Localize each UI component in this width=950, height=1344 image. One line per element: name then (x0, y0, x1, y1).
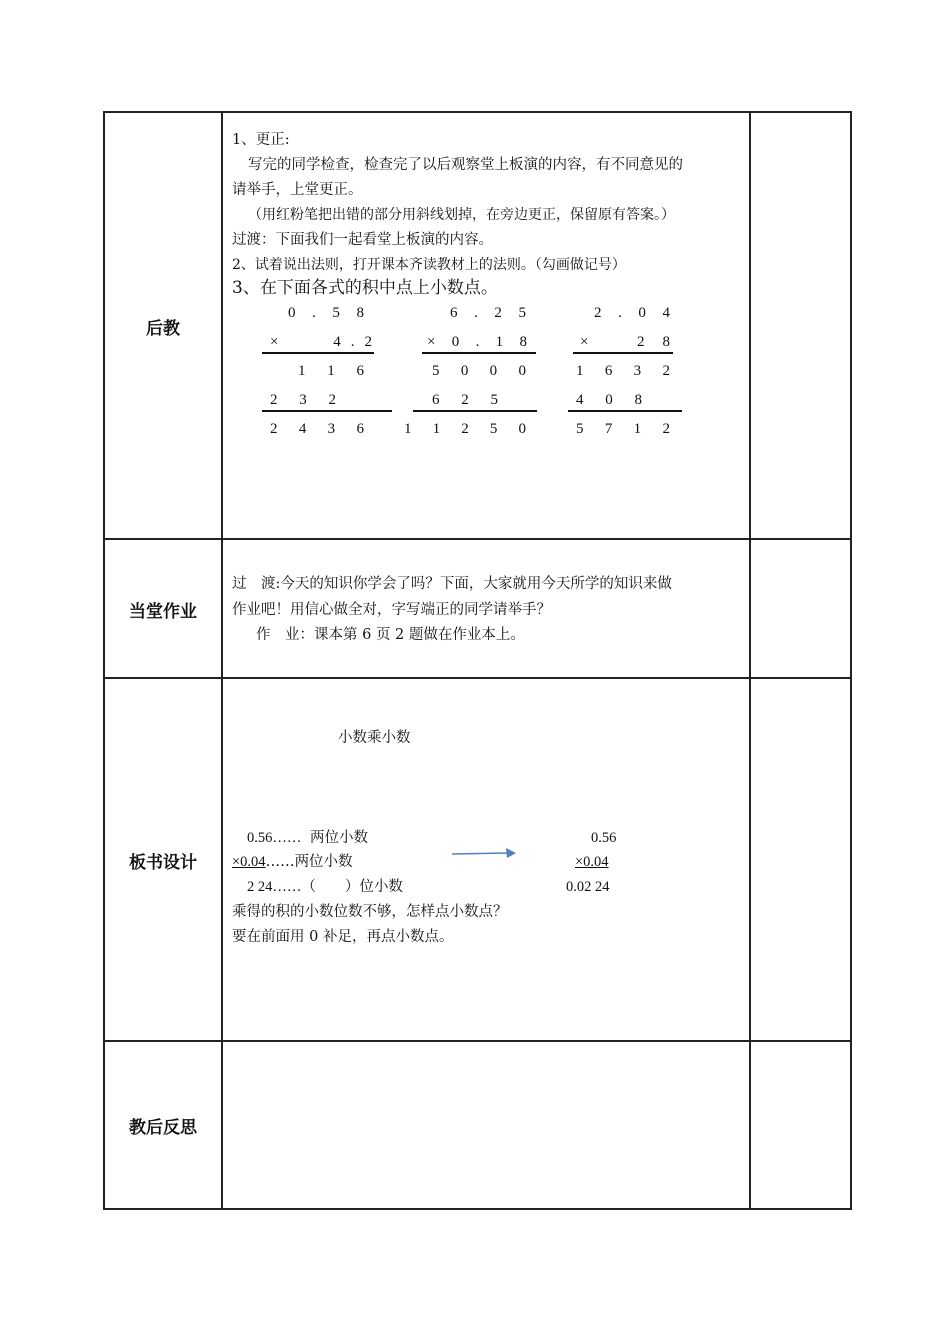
calc3-digit: 6 (604, 363, 613, 379)
calc3-digit: 2 (637, 334, 645, 350)
calc1-underline-2 (262, 410, 392, 412)
houjiao-paragraph-6: 2、试着说出法则，打开课本齐读教材上的法则。（勾画做记号） (232, 257, 626, 273)
calc1-digit: 4 (333, 334, 341, 350)
dangtang-paragraph-3: 作 业：课本第 6 页 2 题做在作业本上。 (256, 627, 525, 643)
calc3-underline-1 (573, 352, 673, 354)
calc3-digit: × (580, 334, 589, 350)
banshu-answer: 要在前面用 0 补足，再点小数点。 (232, 929, 454, 945)
banshu-title: 小数乘小数 (338, 730, 411, 746)
banshu-left-line-2 (232, 850, 353, 874)
calc2-row4 (432, 392, 498, 409)
calc3-row5 (576, 421, 670, 438)
column-divider-2 (749, 111, 751, 1210)
calc2-digit: 2 (461, 392, 469, 408)
calc1-digit: 2 (270, 421, 278, 437)
section-label-houjiao: 后教 (146, 319, 180, 339)
table-border-bottom (103, 1208, 852, 1210)
banshu-left-line-2-number: ×0.04 (232, 854, 266, 870)
houjiao-paragraph-2: 写完的同学检查，检查完了以后观察堂上板演的内容，有不同意见的 (248, 157, 683, 173)
calc3-row3 (576, 363, 670, 380)
banshu-left-line-2-label: ……两位小数 (265, 854, 353, 870)
calc2-digit: . (474, 305, 478, 321)
houjiao-paragraph-3: 请举手，上堂更正。 (232, 182, 363, 198)
houjiao-paragraph-1: 1、更正: (232, 132, 290, 148)
section-label-dangtang: 当堂作业 (129, 602, 197, 622)
calc1-digit: 5 (332, 305, 340, 321)
calc1-digit: 2 (328, 392, 336, 408)
calc2-digit: 0 (460, 363, 469, 379)
calc2-digit: 6 (450, 305, 458, 321)
calc2-digit: 1 (404, 421, 412, 437)
calc3-row2 (580, 334, 670, 351)
banshu-question: 乘得的积的小数位数不够，怎样点小数点？ (232, 904, 508, 920)
calc1-digit: . (350, 334, 355, 350)
calc2-digit: 1 (495, 334, 504, 350)
calc1-row4 (270, 392, 336, 409)
calc2-digit: . (475, 334, 480, 350)
calc3-digit: 1 (633, 421, 642, 437)
table-border-right (850, 111, 852, 1210)
calc2-digit: 1 (432, 421, 441, 437)
calc3-digit: 4 (576, 392, 584, 408)
calc2-digit: 8 (519, 334, 527, 350)
calc1-digit: . (312, 305, 316, 321)
calc3-digit: 0 (605, 392, 613, 408)
calc1-digit: 1 (298, 363, 306, 379)
calc2-digit: 0 (518, 363, 526, 379)
calc1-digit: 1 (327, 363, 335, 379)
calc3-digit: 8 (634, 392, 642, 408)
calc2-underline-1 (422, 352, 536, 354)
calc1-row1 (288, 305, 364, 322)
calc3-digit: . (618, 305, 622, 321)
calc2-row1 (450, 305, 526, 322)
calc2-digit: 5 (489, 421, 498, 437)
calc3-row1 (594, 305, 670, 322)
calc3-digit: 3 (633, 363, 642, 379)
calc3-row4 (576, 392, 642, 409)
banshu-right-line-2: ×0.04 (575, 854, 609, 870)
calc1-row5 (270, 421, 364, 438)
dangtang-paragraph-1: 过 渡:今天的知识你学会了吗？下面，大家就用今天所学的知识来做 (232, 576, 672, 592)
column-divider-1 (221, 111, 223, 1210)
calc2-underline-2 (413, 410, 537, 412)
calc1-underline-1 (262, 352, 374, 354)
houjiao-paragraph-5: 过渡：下面我们一起看堂上板演的内容。 (232, 232, 493, 248)
calc1-digit: 0 (288, 305, 296, 321)
table-border-top (103, 111, 852, 113)
banshu-left-line-1-number: 0.56…… (247, 830, 302, 846)
calc3-digit: 8 (662, 334, 670, 350)
calc1-digit: 4 (298, 421, 307, 437)
row-divider-1 (103, 538, 852, 540)
calc2-digit: 2 (494, 305, 502, 321)
calc2-digit: 6 (432, 392, 440, 408)
calc2-digit: 5 (432, 363, 440, 379)
calc3-digit: 4 (662, 305, 670, 321)
banshu-left-line-3: 2 24……（ ）位小数 (247, 879, 403, 895)
calc2-digit: 0 (518, 421, 526, 437)
banshu-right-line-3: 0.02 24 (566, 879, 610, 895)
calc3-digit: 7 (604, 421, 613, 437)
calc2-digit: × (427, 334, 436, 350)
calc2-digit: 2 (461, 421, 469, 437)
calc3-digit: 0 (638, 305, 646, 321)
section-label-banshu: 板书设计 (129, 853, 197, 873)
calc2-digit: 0 (489, 363, 498, 379)
calc2-row5 (404, 421, 526, 438)
banshu-right-line-1: 0.56 (591, 830, 617, 846)
row-divider-2 (103, 677, 852, 679)
houjiao-paragraph-4: （用红粉笔把出错的部分用斜线划掉，在旁边更正，保留原有答案。） (248, 207, 675, 223)
calc1-digit: 3 (327, 421, 336, 437)
calc2-digit: 0 (451, 334, 460, 350)
calc2-digit: 5 (490, 392, 498, 408)
calc3-digit: 2 (662, 363, 670, 379)
calc1-digit: 3 (299, 392, 307, 408)
calc1-digit: 2 (270, 392, 278, 408)
dangtang-paragraph-2: 作业吧！用信心做全对，字写端正的同学请举手？ (232, 602, 551, 618)
calc1-digit: 6 (356, 421, 364, 437)
calc1-digit: 2 (364, 334, 372, 350)
calc2-row2 (427, 334, 527, 351)
calc3-underline-2 (568, 410, 682, 412)
row-divider-3 (103, 1040, 852, 1042)
calc3-digit: 2 (662, 421, 670, 437)
houjiao-paragraph-7: 3、在下面各式的积中点上小数点。 (232, 278, 498, 298)
calc1-digit: × (270, 334, 279, 350)
banshu-left-line-1-label: 两位小数 (309, 830, 368, 846)
calc3-digit: 1 (576, 363, 584, 379)
calc2-digit: 5 (518, 305, 526, 321)
table-border-left (103, 111, 105, 1210)
calc1-row3 (298, 363, 364, 380)
calc1-digit: 8 (356, 305, 364, 321)
section-label-fansi: 教后反思 (129, 1118, 197, 1138)
calc2-row3 (432, 363, 526, 380)
calc1-digit: 6 (356, 363, 364, 379)
calc3-digit: 2 (594, 305, 602, 321)
banshu-left-line-1 (247, 826, 368, 850)
calc1-row2 (270, 334, 372, 351)
calc3-digit: 5 (576, 421, 584, 437)
right-arrow-icon (450, 846, 520, 860)
